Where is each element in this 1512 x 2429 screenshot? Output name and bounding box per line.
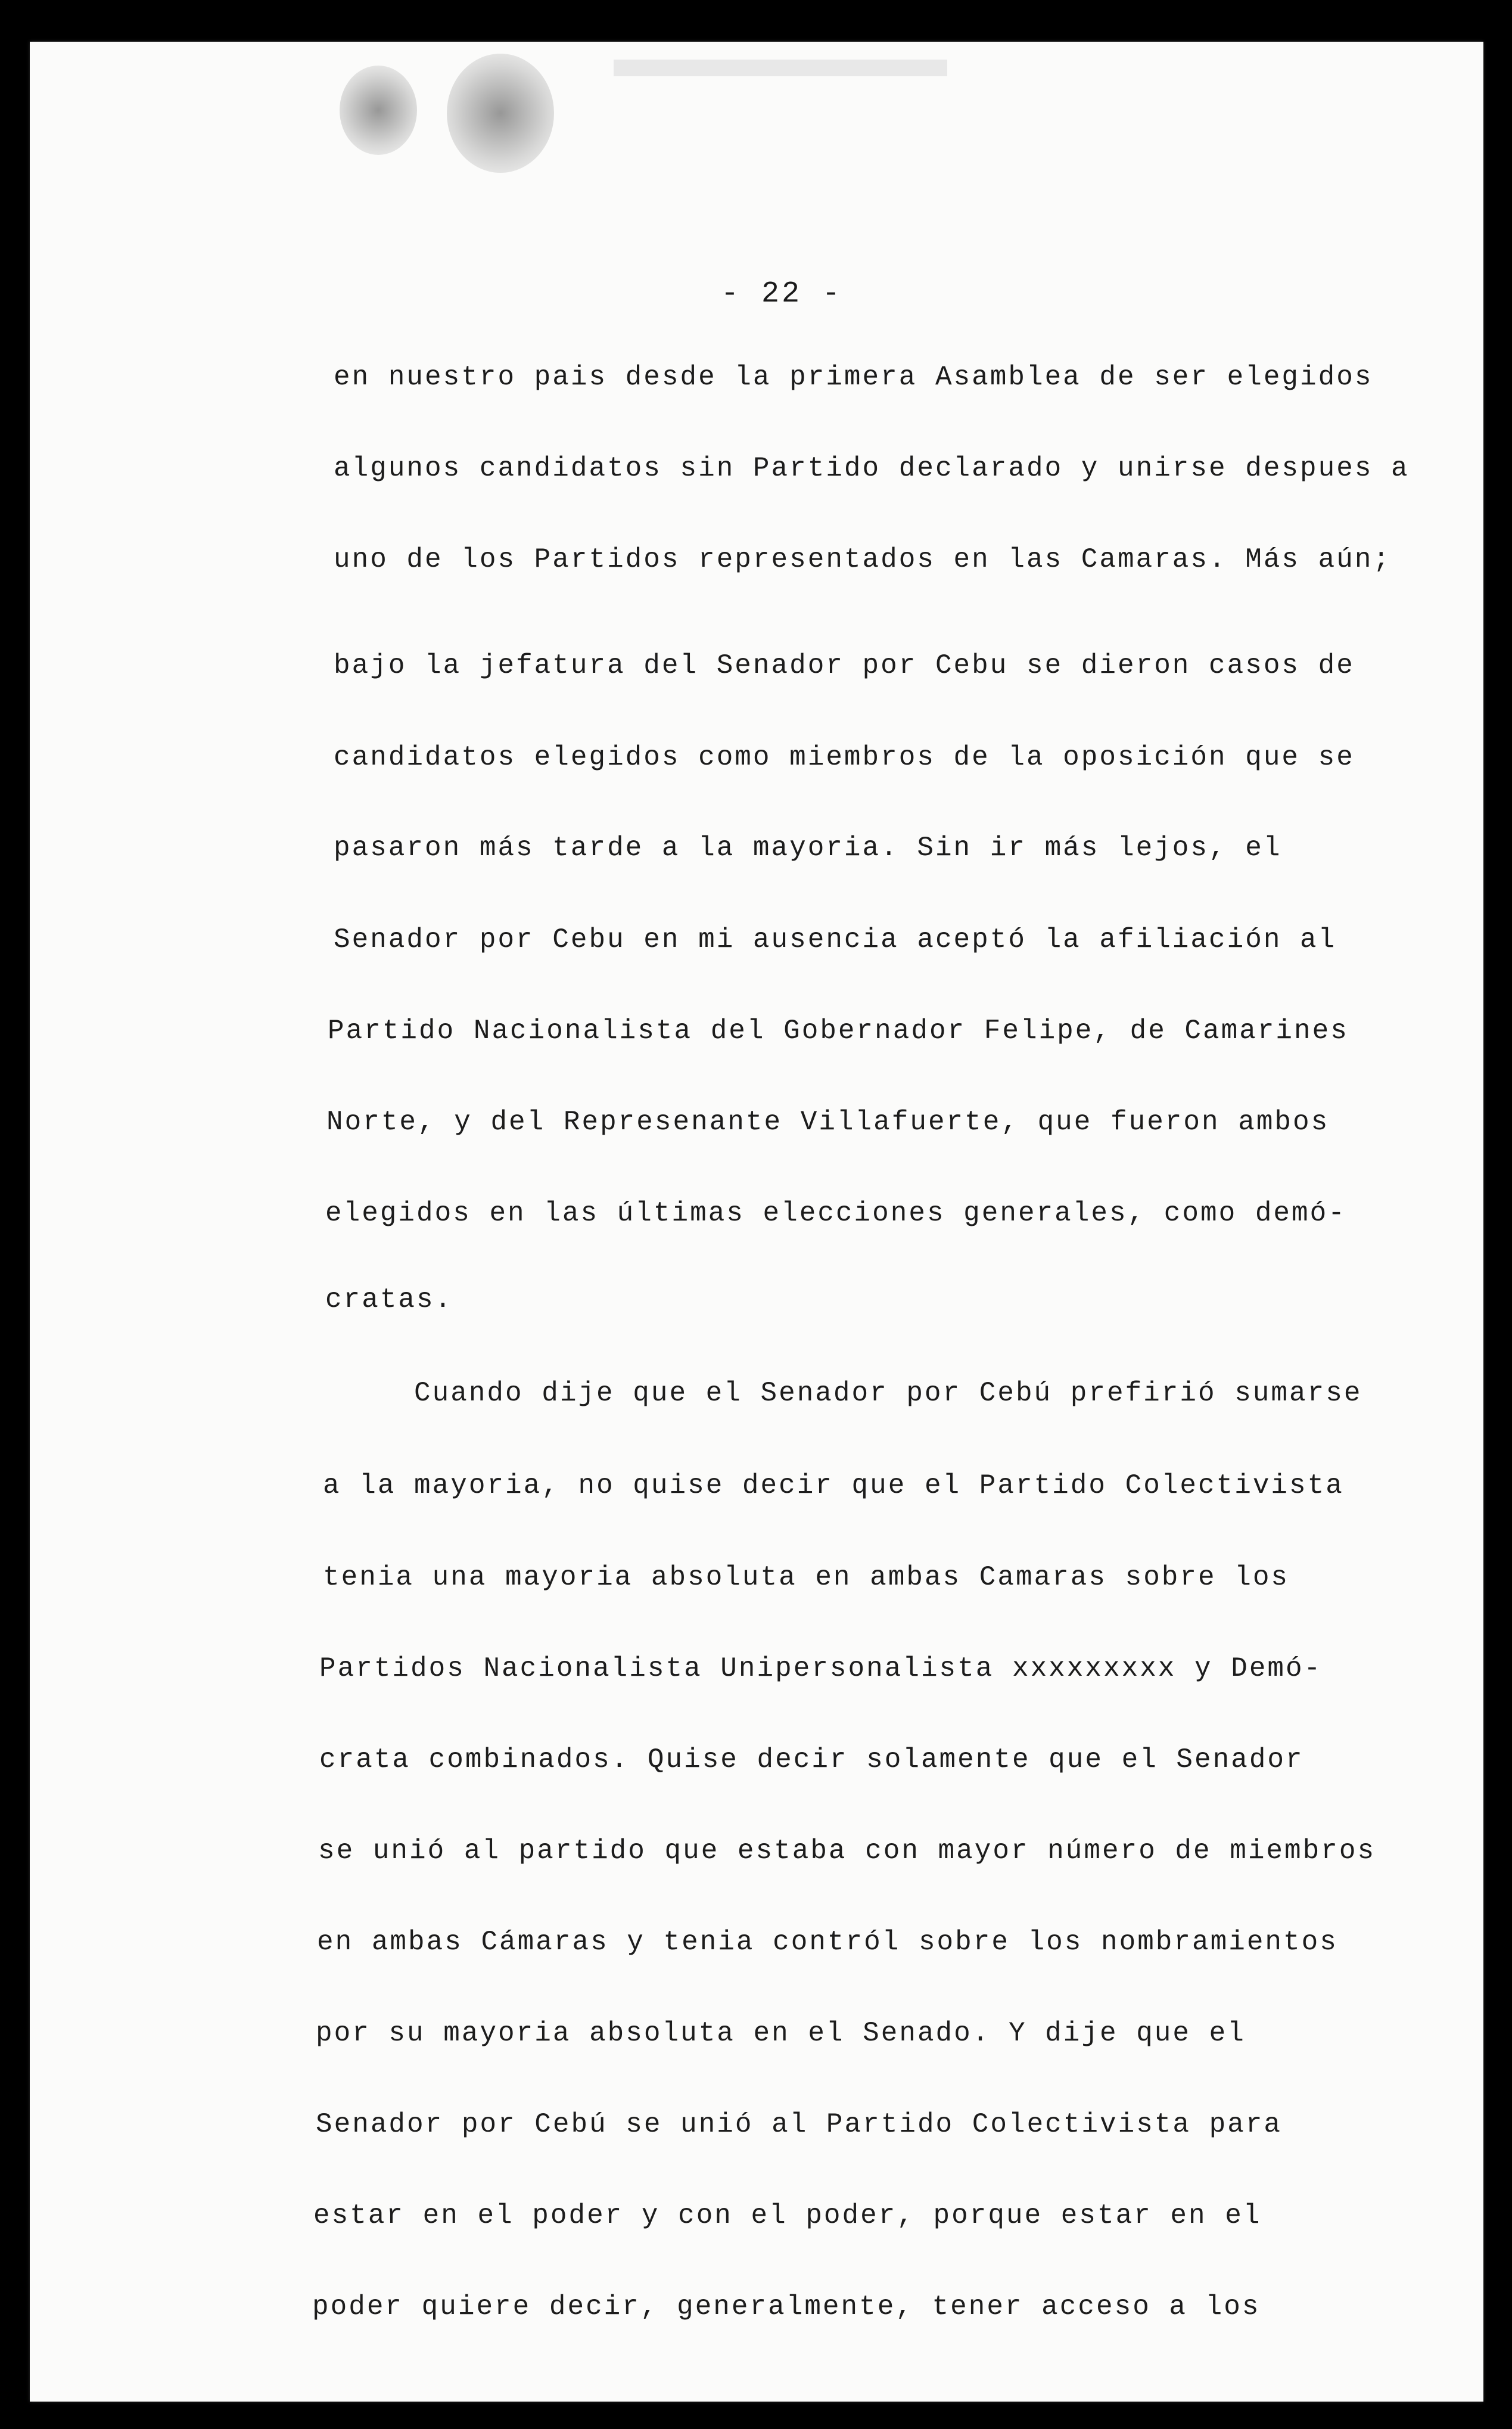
- text-line: poder quiere decir, generalmente, tener acceso a los: [312, 2291, 1261, 2322]
- paper-edge-mark: [614, 60, 947, 76]
- text-line: tenia una mayoria absoluta en ambas Camaras sobre los: [323, 1562, 1290, 1593]
- document-page: [30, 42, 1483, 2402]
- text-line: Partido Nacionalista del Gobernador Felipe, de Camarines: [328, 1015, 1349, 1046]
- text-line: pasaron más tarde a la mayoria. Sin ir más lejos, el: [334, 833, 1282, 863]
- punch-hole-mark: [340, 66, 417, 155]
- text-line: se unió al partido que estaba con mayor número de miembros: [318, 1835, 1376, 1866]
- text-line: Partidos Nacionalista Unipersonalista xxxxxxxxx y Demó-: [319, 1653, 1323, 1684]
- punch-hole-mark: [447, 54, 554, 173]
- text-line: Cuando dije que el Senador por Cebú prefirió sumarse: [414, 1378, 1362, 1409]
- text-line: estar en el poder y con el poder, porque estar en el: [313, 2200, 1262, 2231]
- text-line: elegidos en las últimas elecciones generales, como demó-: [325, 1198, 1346, 1229]
- text-line: a la mayoria, no quise decir que el Partido Colectivista: [323, 1470, 1344, 1501]
- text-line: en ambas Cámaras y tenia contról sobre los nombramientos: [317, 1927, 1338, 1958]
- text-line: por su mayoria absoluta en el Senado. Y dije que el: [316, 2018, 1246, 2049]
- text-line: en nuestro pais desde la primera Asamblea de ser elegidos: [334, 362, 1373, 393]
- page-number: - 22 -: [721, 277, 843, 311]
- text-line: Senador por Cebu en mi ausencia aceptó la afiliación al: [334, 924, 1337, 955]
- text-line: candidatos elegidos como miembros de la oposición que se: [334, 742, 1355, 773]
- text-line: algunos candidatos sin Partido declarado y unirse despues a: [334, 453, 1410, 484]
- text-line: cratas.: [325, 1284, 453, 1315]
- text-line: bajo la jefatura del Senador por Cebu se dieron casos de: [334, 650, 1355, 681]
- text-line: Senador por Cebú se unió al Partido Colectivista para: [316, 2109, 1283, 2140]
- text-line: Norte, y del Represenante Villafuerte, que fueron ambos: [326, 1107, 1330, 1138]
- text-line: uno de los Partidos representados en las Camaras. Más aún;: [334, 544, 1392, 575]
- text-line: crata combinados. Quise decir solamente que el Senador: [319, 1744, 1304, 1775]
